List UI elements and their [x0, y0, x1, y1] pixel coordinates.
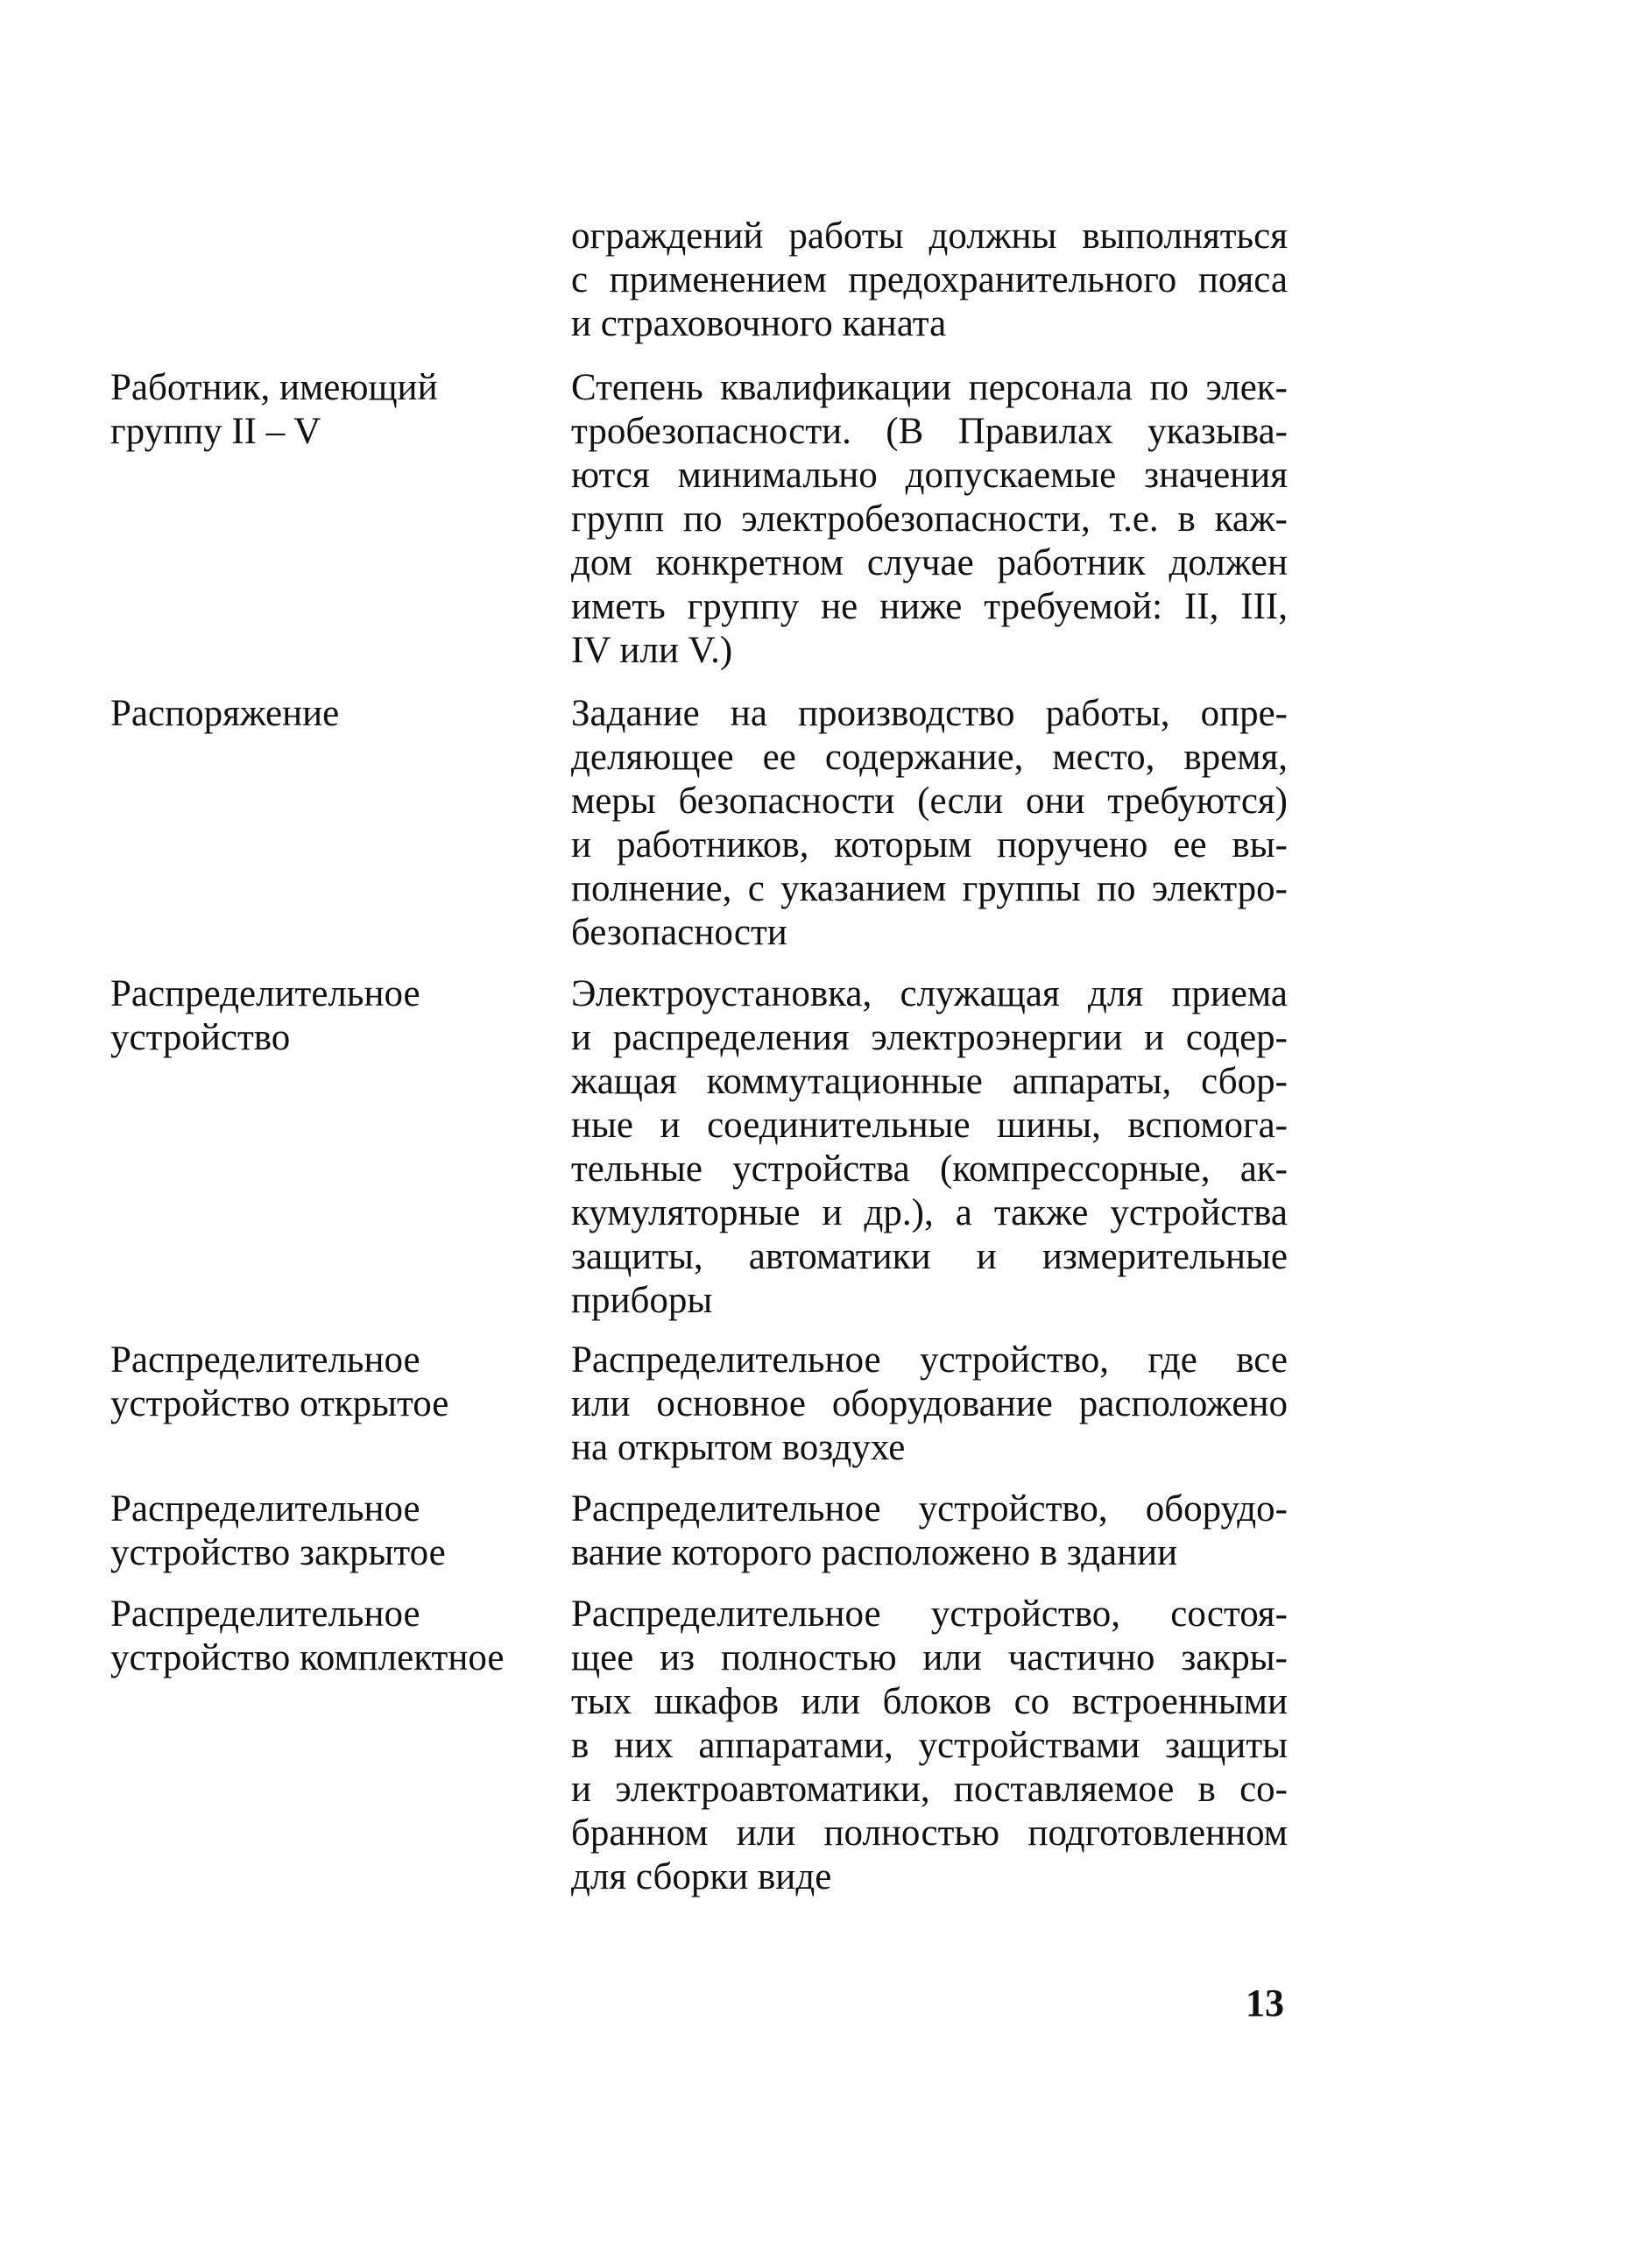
term-line: Распределительное — [110, 973, 420, 1014]
term-line: Работник, имеющий — [110, 367, 438, 408]
text-line: тельные устройства (компрессорные, ак- — [571, 1148, 1288, 1190]
term-line: устройство закрытое — [110, 1532, 446, 1573]
text-line: и электроавтоматики, поставляемое в со- — [571, 1769, 1288, 1810]
text-line: тых шкафов или блоков со встроенными — [571, 1681, 1288, 1722]
definition-ru-otkrytoe — [571, 1339, 1288, 1470]
term-rasporyazhenie — [110, 692, 566, 736]
term-ru-otkrytoe — [110, 1339, 566, 1426]
text-line: Распределительное устройство, состоя- — [571, 1593, 1288, 1635]
text-line: тробезопасности. (В Правилах указыва- — [571, 411, 1288, 452]
text-line: щее из полностью или частично закры- — [571, 1637, 1288, 1678]
text-line: с применением предохранительного пояса — [571, 259, 1288, 300]
definition-rabotnik — [571, 366, 1288, 673]
text-line: бранном или полностью подготовленном — [571, 1812, 1288, 1854]
text-line: полнение, с указанием группы по электро- — [571, 868, 1288, 909]
term-line: устройство открытое — [110, 1383, 449, 1424]
text-line: Распределительное устройство, где все — [571, 1339, 1288, 1381]
text-line: и работников, которым поручено ее вы- — [571, 824, 1288, 866]
term-line: Распределительное — [110, 1488, 420, 1530]
continuation-text — [571, 215, 1288, 346]
text-line: Электроустановка, служащая для приема — [571, 973, 1288, 1014]
text-line: безопасности — [571, 912, 787, 953]
text-line: меры безопасности (если они требуются) — [571, 781, 1288, 822]
text-line: на открытом воздухе — [571, 1427, 906, 1468]
term-line: группу II – V — [110, 411, 321, 452]
definition-ru-komplektnoe — [571, 1593, 1288, 1899]
definition-raspredelitelnoe-ustroystvo — [571, 972, 1288, 1323]
text-line: Степень квалификации персонала по элек- — [571, 367, 1288, 408]
text-line: иметь группу не ниже требуемой: II, III, — [571, 586, 1288, 627]
term-rabotnik — [110, 366, 566, 454]
page-number: 13 — [1246, 1982, 1284, 2024]
text-line: для сборки виде — [571, 1856, 832, 1897]
definition-ru-zakrytoe — [571, 1487, 1288, 1575]
term-line: устройство комплектное — [110, 1637, 505, 1678]
text-line: ные и соединительные шины, вспомога- — [571, 1105, 1288, 1146]
text-line: и распределения электроэнергии и содер- — [571, 1017, 1288, 1058]
term-line: устройство — [110, 1017, 291, 1058]
text-line: защиты, автоматики и измерительные — [571, 1236, 1288, 1277]
text-line: и страховочного каната — [571, 303, 947, 344]
text-line: групп по электробезопасности, т.е. в каж- — [571, 498, 1288, 540]
text-line: приборы — [571, 1280, 713, 1321]
text-line: ются минимально допускаемые значения — [571, 455, 1288, 496]
text-line: IV или V.) — [571, 630, 733, 671]
term-ru-komplektnoe — [110, 1593, 566, 1680]
text-line: дом конкретном случае работник должен — [571, 542, 1288, 583]
definition-rasporyazhenie — [571, 692, 1288, 955]
term-ru-zakrytoe — [110, 1487, 566, 1575]
term-line: Распределительное — [110, 1593, 420, 1635]
text-line: кумуляторные и др.), а также устройства — [571, 1192, 1288, 1233]
text-line: или основное оборудование расположено — [571, 1383, 1288, 1424]
text-line: вание которого расположено в здании — [571, 1532, 1178, 1573]
text-line: Задание на производство работы, опре- — [571, 693, 1288, 734]
term-raspredelitelnoe-ustroystvo — [110, 972, 566, 1060]
term-line: Распоряжение — [110, 693, 340, 734]
text-line: Распределительное устройство, оборудо- — [571, 1488, 1288, 1530]
text-line: деляющее ее содержание, место, время, — [571, 737, 1288, 778]
text-line: жащая коммутационные аппараты, сбор- — [571, 1061, 1288, 1102]
text-line: в них аппаратами, устройствами защиты — [571, 1725, 1288, 1766]
text-line: ограждений работы должны выполняться — [571, 215, 1288, 257]
term-line: Распределительное — [110, 1339, 420, 1381]
